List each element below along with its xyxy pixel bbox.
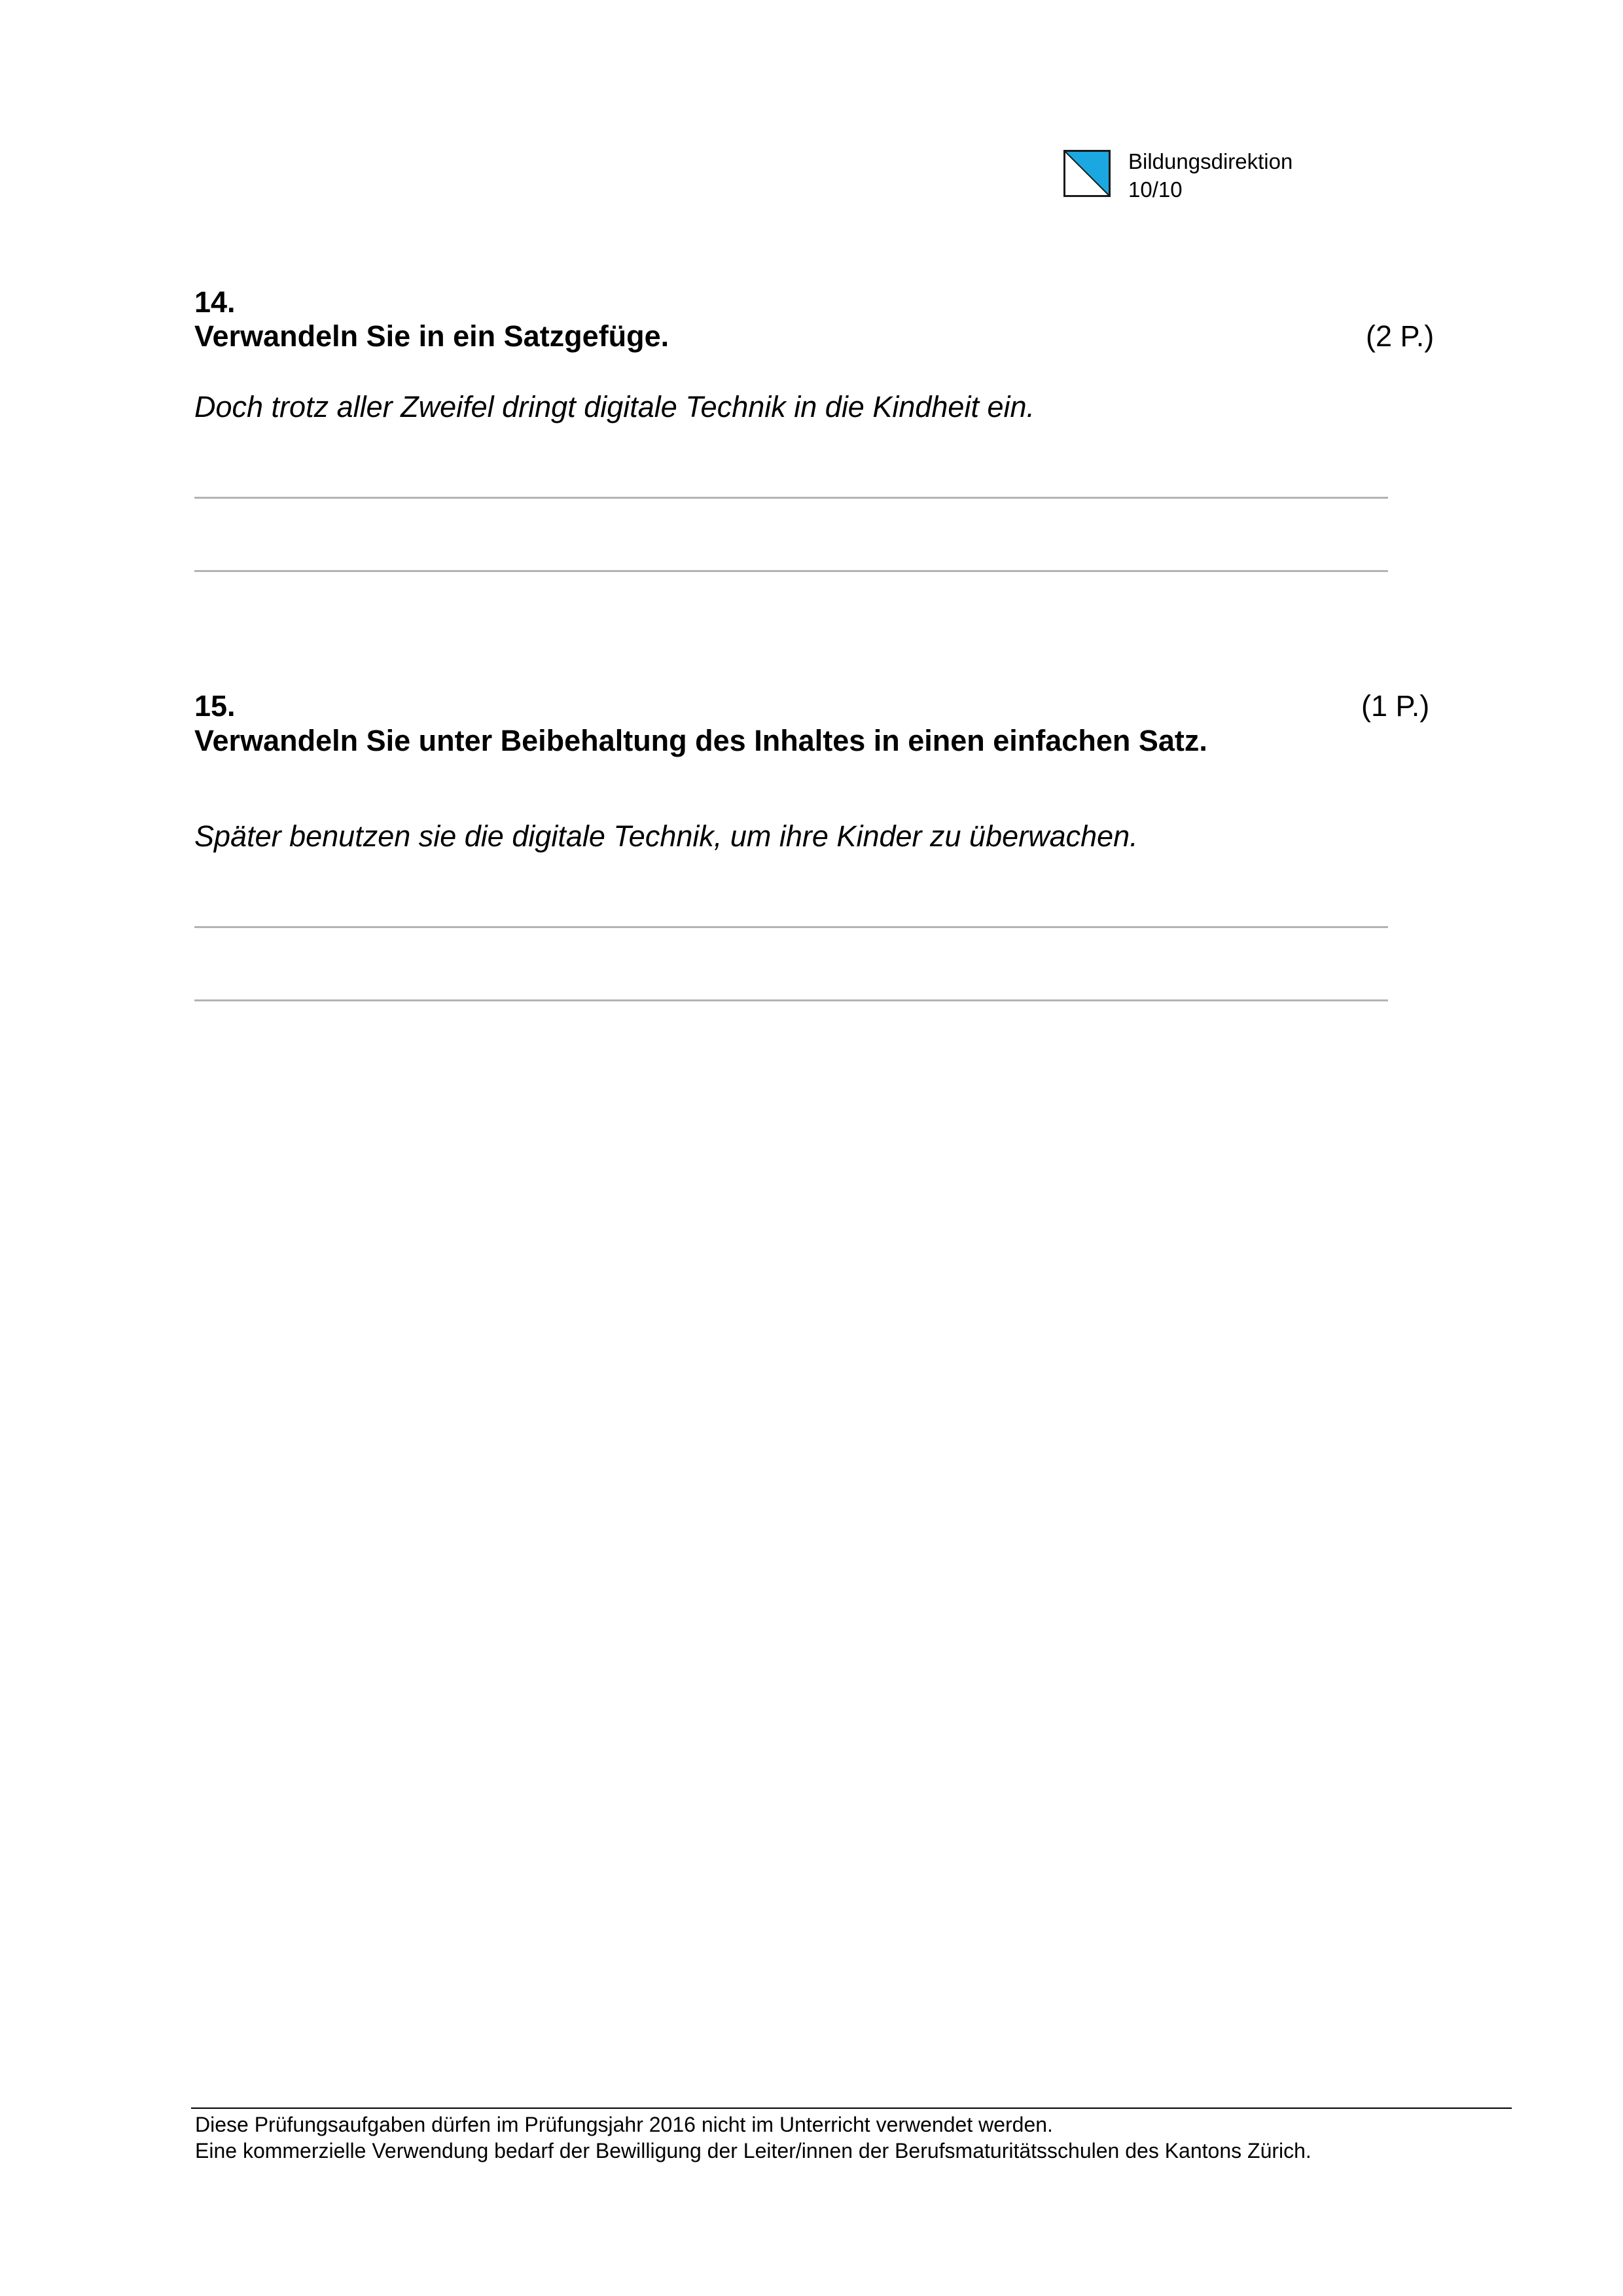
question-15-number: 15.	[194, 689, 236, 723]
organization-name: Bildungsdirektion	[1128, 149, 1293, 173]
question-15-prompt: Später benutzen sie die digitale Technik, um ihre Kinder zu überwachen.	[194, 819, 1138, 853]
question-14-title: Verwandeln Sie in ein Satzgefüge.	[194, 319, 669, 353]
question-15-answer-line-1[interactable]	[194, 926, 1388, 928]
footer-divider	[191, 2108, 1512, 2109]
zurich-coat-of-arms-icon	[1063, 150, 1111, 197]
footer-line-2: Eine kommerzielle Verwendung bedarf der Bewilligung der Leiter/innen der Berufsmaturitätsschulen des Kantons Zürich.	[195, 2139, 1311, 2162]
question-15-points: (1 P.)	[1361, 689, 1430, 723]
question-15-title: Verwandeln Sie unter Beibehaltung des Inhaltes in einen einfachen Satz.	[194, 724, 1207, 757]
footer-notice	[195, 2111, 1311, 2164]
question-14-answer-line-2[interactable]	[194, 570, 1388, 572]
question-15-answer-line-2[interactable]	[194, 999, 1388, 1001]
page-number: 10/10	[1128, 177, 1183, 202]
question-14-answer-line-1[interactable]	[194, 497, 1388, 499]
question-14-prompt: Doch trotz aller Zweifel dringt digitale Technik in die Kindheit ein.	[194, 390, 1035, 423]
header-block	[1128, 147, 1293, 204]
footer-line-1: Diese Prüfungsaufgaben dürfen im Prüfungsjahr 2016 nicht im Unterricht verwendet werden.	[195, 2113, 1053, 2136]
question-14-number: 14.	[194, 285, 236, 319]
question-14-points: (2 P.)	[1366, 319, 1435, 353]
